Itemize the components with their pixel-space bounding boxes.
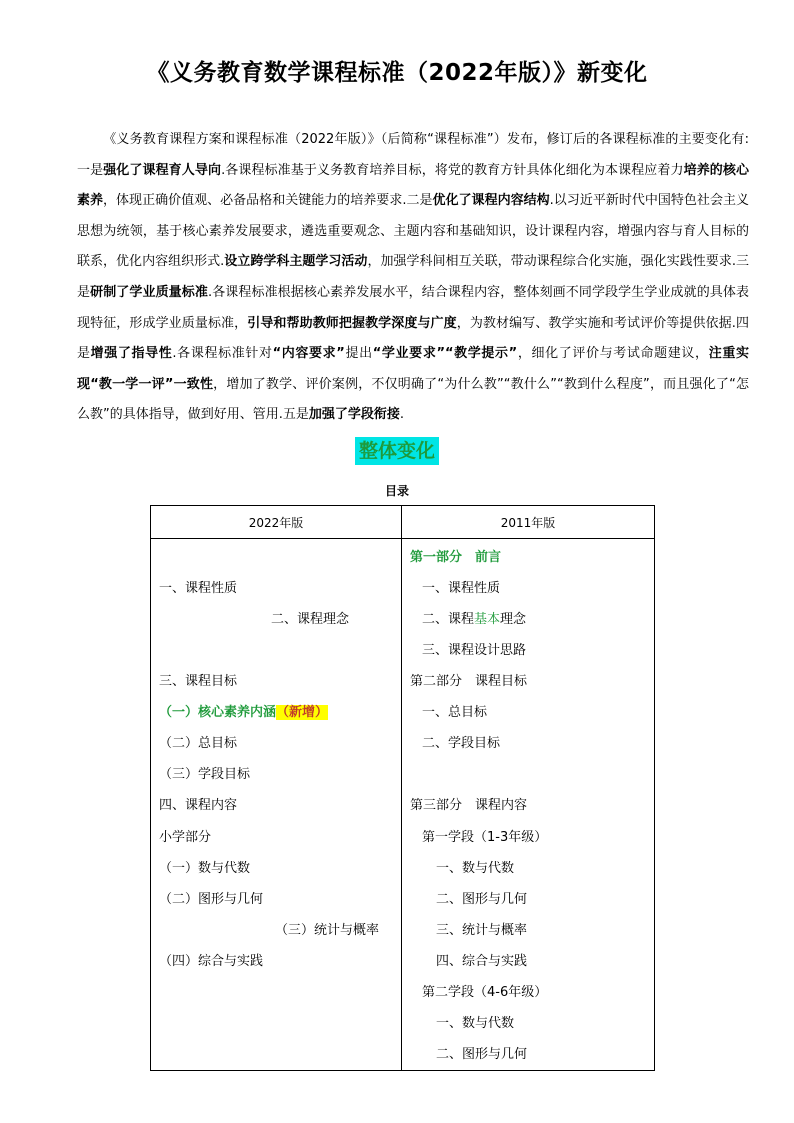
column-header-2022: 2022年版 xyxy=(151,506,402,539)
list-item: 四、课程内容 xyxy=(159,798,238,813)
comparison-table xyxy=(150,505,655,1071)
intro-text: .各课程标准针对 xyxy=(172,346,273,362)
list-item-label: （一）核心素养内涵 xyxy=(159,705,277,720)
list-item: 三、课程设计思路 xyxy=(422,643,527,658)
list-item: 小学部分 xyxy=(159,830,212,845)
intro-bold: 增强了指导性 xyxy=(90,346,173,362)
list-item: 一、总目标 xyxy=(422,705,488,720)
intro-paragraph xyxy=(77,125,749,431)
column-2011-cell xyxy=(402,539,655,1071)
new-badge: （新增） xyxy=(276,705,329,720)
list-item: （三）统计与概率 xyxy=(275,923,380,938)
list-item: 一、课程性质 xyxy=(159,581,238,596)
list-item: 第一部分 前言 xyxy=(410,550,502,565)
intro-bold: “学业要求”“教学提示” xyxy=(372,346,518,362)
column-2022-cell xyxy=(151,539,402,1071)
list-item: 一、数与代数 xyxy=(436,861,515,876)
intro-text: .以习近平新时代中国特色社会主义思想为统领，基于核心素养发展要求，遴选重要观念、主题内容和基础知识，设计课程内容，增强内容与育人目标的联系，优化内容组织形式. xyxy=(77,193,749,270)
intro-bold: 设立跨学科主题学习活动 xyxy=(224,254,368,270)
intro-bold: 优化了课程内容结构 xyxy=(432,193,550,209)
removed-word: 基本 xyxy=(474,612,501,627)
intro-text: ，加强学科间相互关联，带动课程综合化实施，强化实践性要求.三是 xyxy=(77,254,749,300)
column-header-2011: 2011年版 xyxy=(402,506,655,539)
list-item: 二、学段目标 xyxy=(422,736,501,751)
toc-label: 目录 xyxy=(384,484,409,498)
intro-text: ，为教材编写、教学实施和考试评价等提供依据.四是 xyxy=(77,315,749,362)
list-item: （一）数与代数 xyxy=(159,861,251,876)
intro-bold: 注重实现“教一学一评”一致性 xyxy=(77,346,749,392)
list-item: 一、数与代数 xyxy=(436,1016,515,1031)
intro-text: ，体现正确价值观、必备品格和关键能力的培养要求.二是 xyxy=(103,193,433,209)
section-heading-text: 整体变化 xyxy=(355,437,439,465)
list-item: 三、统计与概率 xyxy=(436,923,528,938)
document-title: 《义务教育数学课程标准（2022年版）》新变化 xyxy=(146,60,648,86)
list-item: 二、图形与几何 xyxy=(436,1047,528,1062)
intro-bold: “内容要求” xyxy=(272,346,345,362)
intro-text: 《义务教育课程方案和课程标准（2022年版）》（后简称“课程标准”）发布，修订后的各课程标准的主要变化有: 一是 xyxy=(77,132,749,178)
intro-bold: 培养的核心素养 xyxy=(77,162,749,209)
list-item: 第二学段（4-6年级） xyxy=(422,985,548,1000)
intro-text: ，增加了教学、评价案例，不仅明确了“为什么教”“教什么”“教到什么程度”，而且强化了“怎么教”的具体指导，做到好用、管用.五是 xyxy=(77,376,749,423)
section-heading xyxy=(0,436,794,463)
list-item: （三）学段目标 xyxy=(159,767,251,782)
intro-bold: 引导和帮助教师把握教学深度与广度 xyxy=(247,315,457,331)
list-item: 第一学段（1-3年级） xyxy=(422,830,548,845)
intro-text: .各课程标准根据核心素养发展水平，结合课程内容，整体刻画不同学段学生学业成就的具体表现特征，形成学业质量标准， xyxy=(77,284,749,331)
list-item: （四）综合与实践 xyxy=(159,954,264,969)
table-header-row xyxy=(151,506,655,539)
intro-text: . xyxy=(399,407,405,423)
list-item-new xyxy=(159,701,328,720)
list-item: （二）图形与几何 xyxy=(159,892,264,907)
intro-text: .各课程标准基于义务教育培养目标，将党的教育方针具体化细化为本课程应着力 xyxy=(221,162,684,178)
list-item: （二）总目标 xyxy=(159,736,238,751)
list-item xyxy=(422,608,526,627)
list-item: 二、课程理念 xyxy=(271,612,350,627)
list-item: 三、课程目标 xyxy=(159,674,238,689)
list-item-label: 理念 xyxy=(500,612,527,627)
list-item: 第三部分 课程内容 xyxy=(410,798,528,813)
list-item: 二、图形与几何 xyxy=(436,892,528,907)
list-item-label: 二、课程 xyxy=(422,612,475,627)
intro-bold: 强化了课程育人导向 xyxy=(103,162,222,178)
list-item: 一、课程性质 xyxy=(422,581,501,596)
list-item: 四、综合与实践 xyxy=(436,954,528,969)
intro-text: ，细化了评价与考试命题建议， xyxy=(517,346,709,362)
intro-bold: 研制了学业质量标准 xyxy=(90,284,208,300)
intro-bold: 加强了学段衔接 xyxy=(308,407,400,423)
intro-text: 提出 xyxy=(344,346,373,362)
table-row xyxy=(151,539,655,1071)
list-item: 第二部分 课程目标 xyxy=(410,674,528,689)
